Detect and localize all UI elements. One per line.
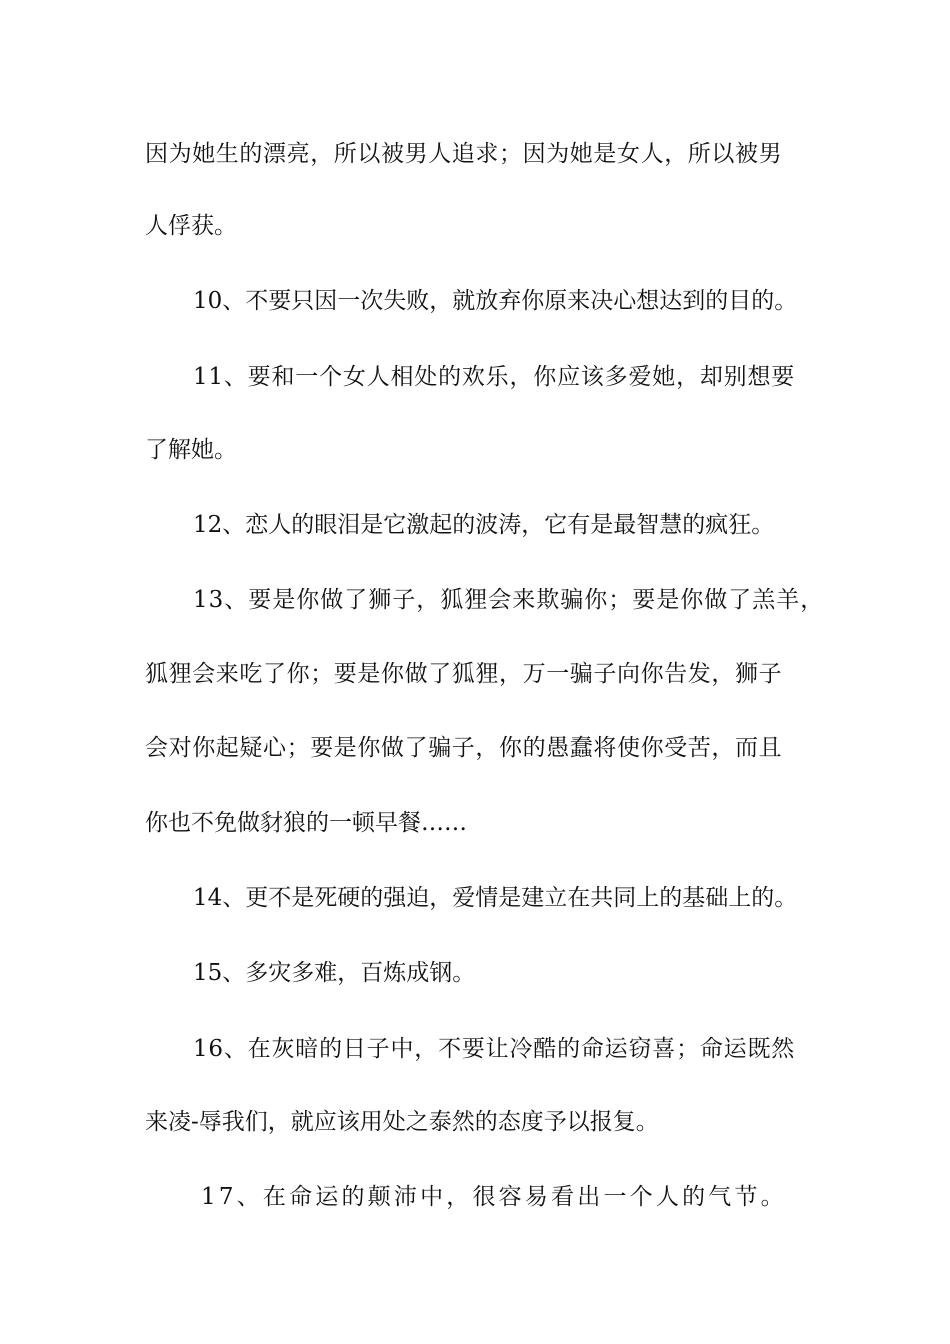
text-line-10: 你也不免做豺狼的一顿早餐……	[145, 810, 467, 836]
text-line-11: 14、更不是死硬的强迫，爱情是建立在共同上的基础上的。	[193, 885, 798, 911]
text-line-6: 12、恋人的眼泪是它激起的波涛，它有是最智慧的疯狂。	[193, 512, 775, 538]
text-line-1: 因为她生的漂亮，所以被男人追求；因为她是女人，所以被男	[145, 141, 783, 167]
text-line-12: 15、多灾多难，百炼成钢。	[193, 960, 476, 986]
text-line-9: 会对你起疑心；要是你做了骗子，你的愚蠢将使你受苦，而且	[145, 735, 783, 761]
text-line-5: 了解她。	[145, 437, 237, 463]
text-line-8: 狐狸会来吃了你；要是你做了狐狸，万一骗子向你告发，狮子	[145, 661, 783, 687]
text-line-4: 11、要和一个女人相处的欢乐，你应该多爱她，却别想要	[193, 364, 796, 390]
text-line-3: 10、不要只因一次失败，就放弃你原来决心想达到的目的。	[193, 288, 798, 314]
text-line-13: 16、在灰暗的日子中，不要让冷酷的命运窃喜；命运既然	[193, 1036, 796, 1062]
text-line-2: 人俘获。	[145, 213, 237, 239]
text-line-14: 来凌-辱我们，就应该用处之泰然的态度予以报复。	[145, 1109, 659, 1135]
text-line-7: 13、要是你做了狮子，狐狸会来欺骗你；要是你做了羔羊，	[193, 587, 825, 613]
text-line-15: 17、在命运的颠沛中，很容易看出一个人的气节。	[201, 1184, 787, 1210]
